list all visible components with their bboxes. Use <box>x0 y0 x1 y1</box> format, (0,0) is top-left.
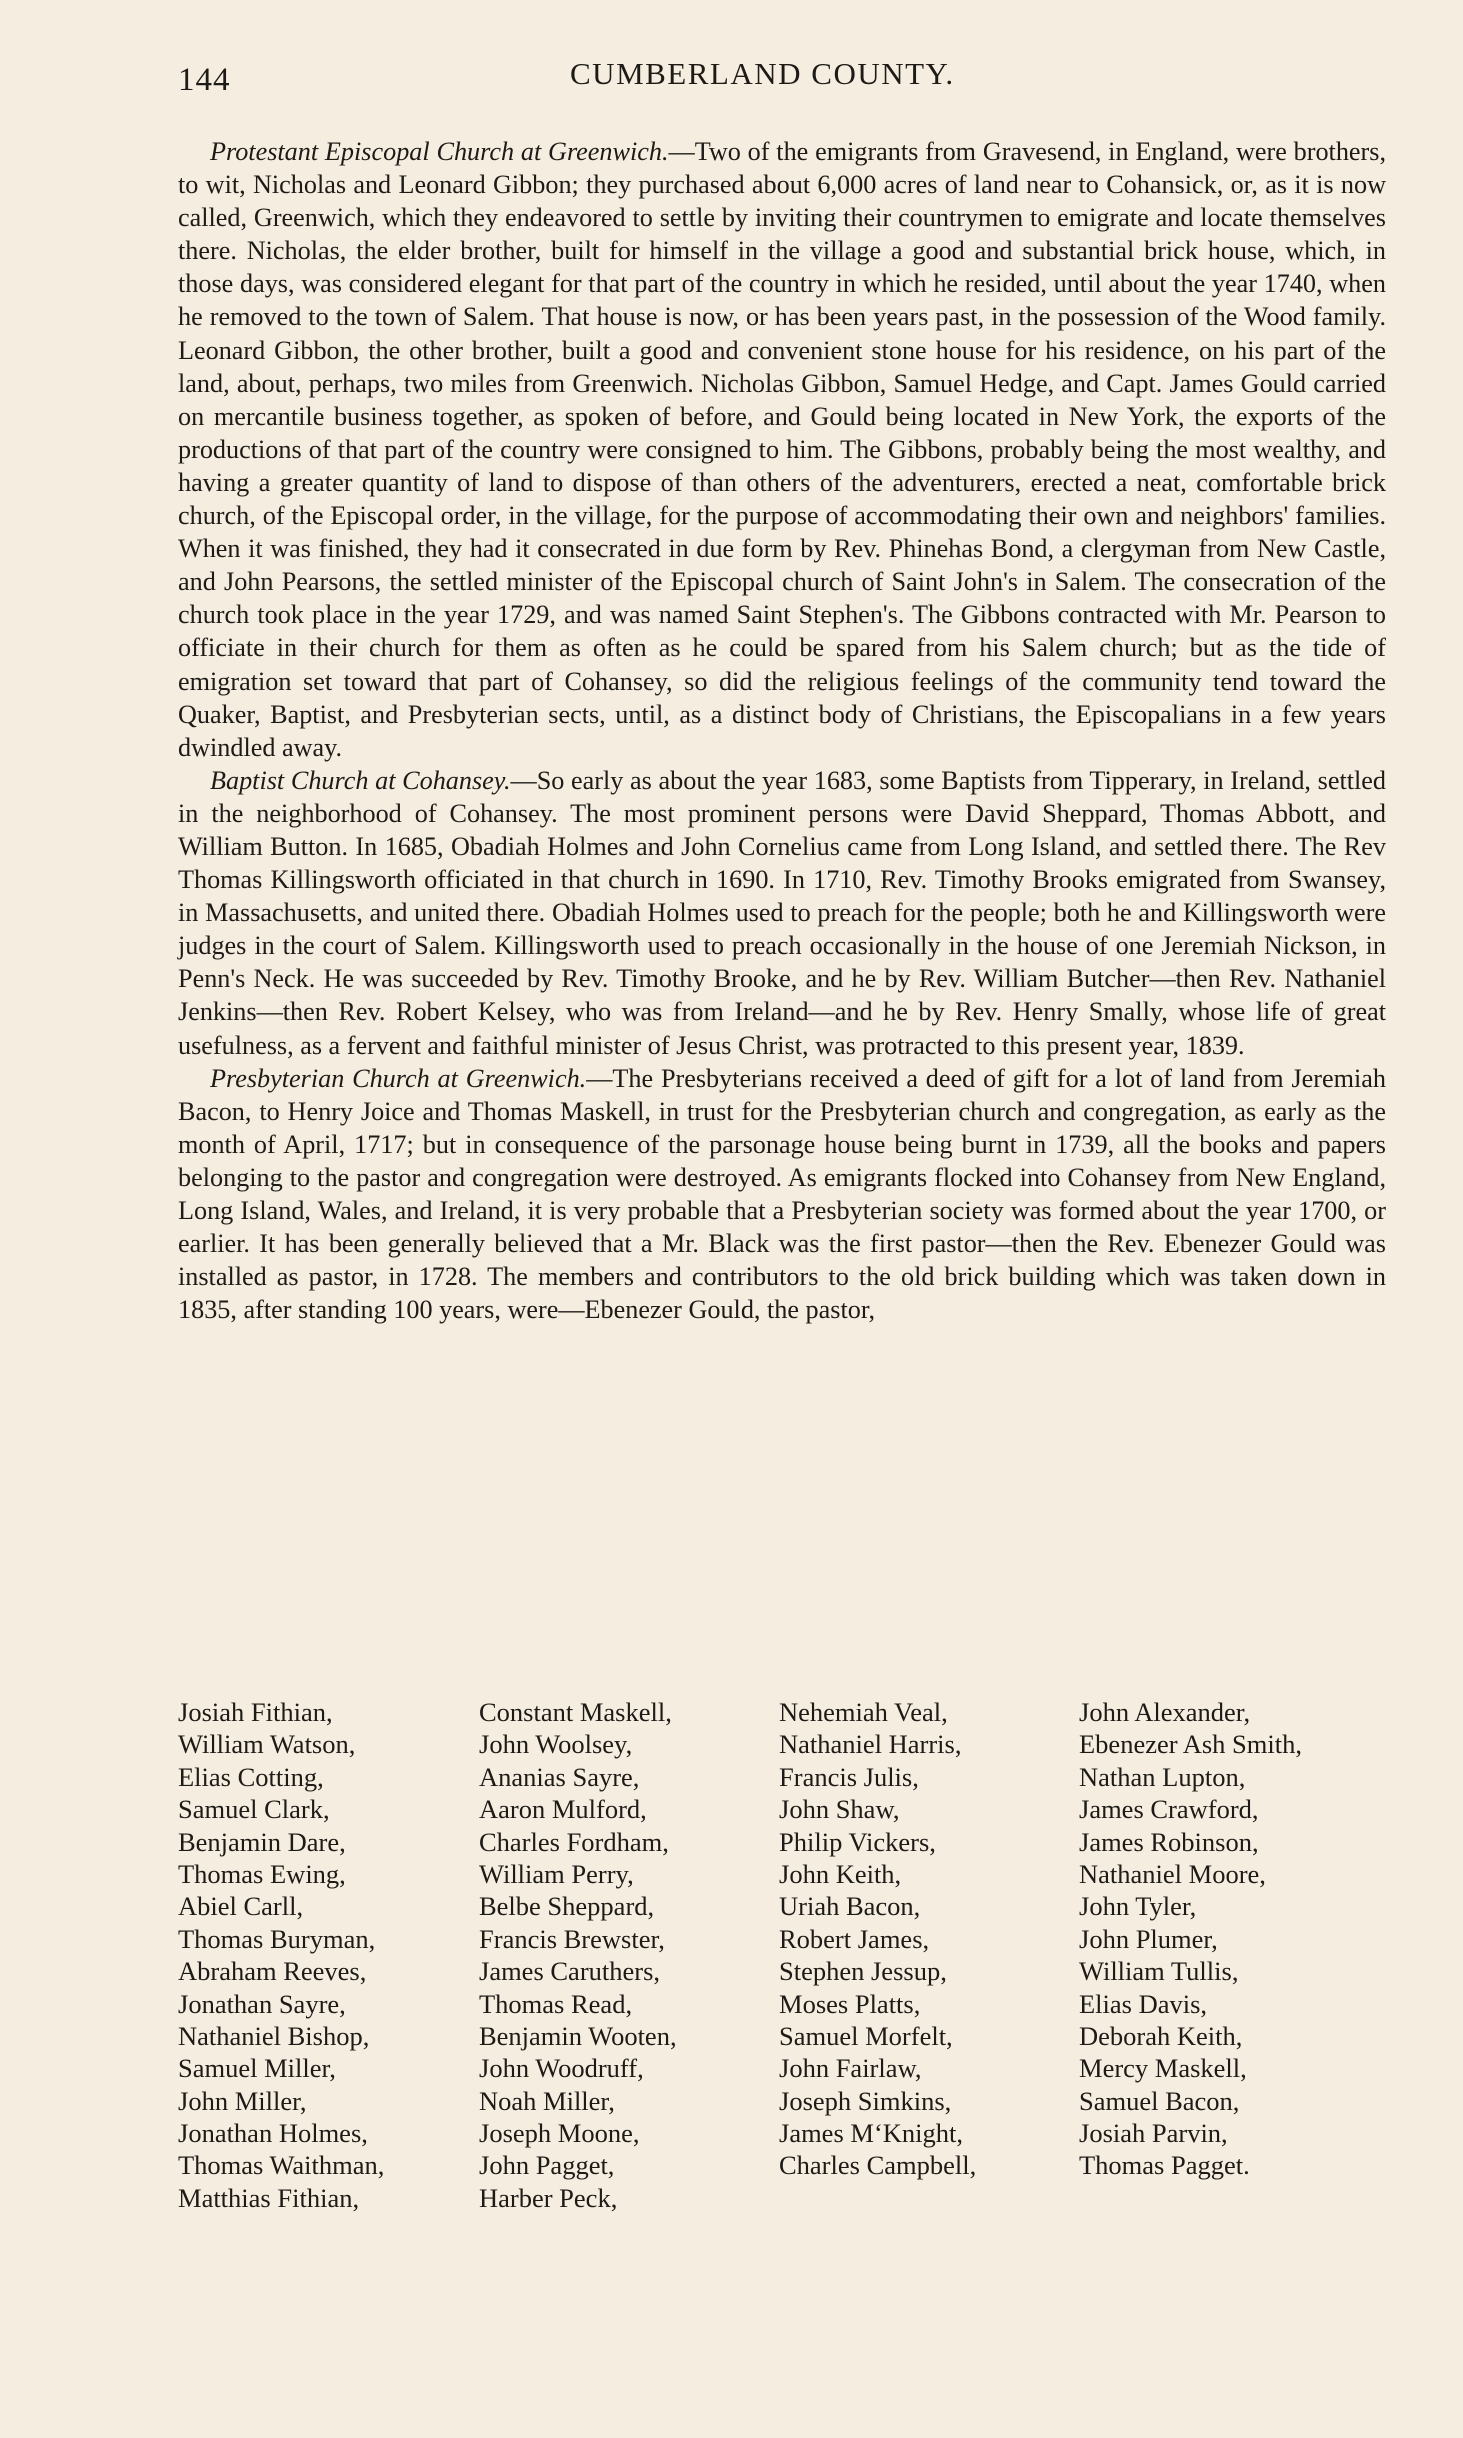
member-name: John Woolsey, <box>479 1729 633 1760</box>
member-name: James Robinson, <box>1079 1826 1259 1857</box>
member-name: Abraham Reeves, <box>178 1956 367 1987</box>
paragraph-text: —The Presbyterians received a deed of gift for a lot of land from Jeremiah Bacon, to Henry Joice and Thomas Maskell, in trust for the Presbyterian church and congregation, as early as the month of April, 1717; but in consequence of the parsonage house being burnt in 1739, all the books and papers belonging to the pastor and congregation were destroyed. As emigrants flocked into Cohansey from New England, Long Island, Wales, and Ireland, it is very probable that a Presbyterian society was formed about the year 1700, or earlier. It has been generally believed that a Mr. Black was the first pastor—then the Rev. Ebenezer Gould was installed as pastor, in 1728. The members and contributors to the old brick building which was taken down in 1835, after standing 100 years, were—Ebenezer Gould, the pastor, <box>178 1063 1386 1325</box>
member-name: Nathaniel Moore, <box>1079 1858 1266 1889</box>
member-name: Samuel Miller, <box>178 2053 336 2084</box>
member-name: James Crawford, <box>1079 1794 1259 1825</box>
names-column-2 <box>479 1696 677 2214</box>
member-name: Thomas Waithman, <box>178 2150 385 2181</box>
member-name: Nathaniel Harris, <box>779 1729 962 1760</box>
member-name: Thomas Buryman, <box>178 1923 376 1954</box>
member-name: Thomas Pagget. <box>1079 2150 1250 2181</box>
member-name: Thomas Read, <box>479 1988 633 2019</box>
member-name: Benjamin Wooten, <box>479 2020 677 2051</box>
member-name: Samuel Morfelt, <box>779 2020 953 2051</box>
section-heading: Protestant Episcopal Church at Greenwich. <box>210 137 669 166</box>
member-name: Robert James, <box>779 1923 930 1954</box>
member-name: John Keith, <box>779 1858 902 1889</box>
member-name: Uriah Bacon, <box>779 1891 921 1922</box>
member-name: John Tyler, <box>1079 1891 1197 1922</box>
member-name: Aaron Mulford, <box>479 1794 647 1825</box>
body-text <box>178 135 1386 1326</box>
member-name: Joseph Simkins, <box>779 2085 952 2116</box>
member-name: James M‘Knight, <box>779 2118 964 2149</box>
member-name: John Miller, <box>178 2085 307 2116</box>
member-name: William Watson, <box>178 1729 356 1760</box>
page-number: 144 <box>178 62 231 98</box>
member-name: Ananias Sayre, <box>479 1761 640 1792</box>
member-name: Philip Vickers, <box>779 1826 936 1857</box>
member-name: John Fairlaw, <box>779 2053 922 2084</box>
member-name: Nehemiah Veal, <box>779 1697 948 1727</box>
paragraph-baptist <box>178 764 1386 1062</box>
paragraph-presbyterian <box>178 1062 1386 1327</box>
paragraph-episcopal <box>178 135 1386 764</box>
member-name: Mercy Maskell, <box>1079 2053 1247 2084</box>
member-name: Matthias Fithian, <box>178 2182 360 2213</box>
member-name: Francis Brewster, <box>479 1923 665 1954</box>
names-column-1 <box>178 1696 384 2214</box>
member-name: Samuel Bacon, <box>1079 2085 1240 2116</box>
member-name: William Perry, <box>479 1858 634 1889</box>
member-name: Samuel Clark, <box>178 1794 330 1825</box>
member-name: John Alexander, <box>1079 1697 1251 1727</box>
member-name: Benjamin Dare, <box>178 1826 346 1857</box>
member-name: Ebenezer Ash Smith, <box>1079 1729 1302 1760</box>
paragraph-text: —Two of the emigrants from Gravesend, in England, were brothers, to wit, Nicholas and Leonard Gibbon; they purchased about 6,000 acres of land near to Cohansick, or, as it is now called, Greenwich, which they endeavored to settle by inviting their countrymen to emigrate and locate themselves there. Nicholas, the elder brother, built for himself in the village a good and substantial brick house, which, in those days, was considered elegant for that part of the country in which he resided, until about the year 1740, when he removed to the town of Salem. That house is now, or has been years past, in the possession of the Wood family. Leonard Gibbon, the other brother, built a good and convenient stone house for his residence, on his part of the land, about, perhaps, two miles from Greenwich. Nicholas Gibbon, Samuel Hedge, and Capt. James Gould carried on mercantile business together, as spoken of before, and Gould being located in New York, the exports of the productions of that part of the country were consigned to him. The Gibbons, probably being the most wealthy, and having a greater quantity of land to dispose of than others of the adventurers, erected a neat, comfortable brick church, of the Episcopal order, in the village, for the purpose of accommodating their own and neighbors' families. When it was finished, they had it consecrated in due form by Rev. Phinehas Bond, a clergyman from New Castle, and John Pearsons, the settled minister of the Episcopal church of Saint John's in Salem. The consecration of the church took place in the year 1729, and was named Saint Stephen's. The Gibbons contracted with Mr. Pearson to officiate in their church for them as often as he could be spared from his Salem church; but as the tide of emigration set toward that part of Cohansey, so did the religious feelings of the community tend toward the Quaker, Baptist, and Presbyterian sects, until, as a distinct body of Christians, the Episcopalians in a few years dwindled away. <box>178 137 1386 762</box>
member-name: John Shaw, <box>779 1794 900 1825</box>
names-column-4 <box>1079 1696 1302 2182</box>
paragraph-text: —So early as about the year 1683, some Baptists from Tipperary, in Ireland, settled in the neighborhood of Cohansey. The most prominent persons were David Sheppard, Thomas Abbott, and William Button. In 1685, Obadiah Holmes and John Cornelius came from Long Island, and settled there. The Rev Thomas Killingsworth officiated in that church in 1690. In 1710, Rev. Timothy Brooks emigrated from Swansey, in Massachusetts, and united there. Obadiah Holmes used to preach for the people; both he and Killingsworth were judges in the court of Salem. Killingsworth used to preach occasionally in the house of one Jeremiah Nickson, in Penn's Neck. He was succeeded by Rev. Timothy Brooke, and he by Rev. William Butcher—then Rev. Nathaniel Jenkins—then Rev. Robert Kelsey, who was from Ireland—and he by Rev. Henry Smally, whose life of great usefulness, as a fervent and faithful minister of Jesus Christ, was protracted to this present year, 1839. <box>178 765 1386 1060</box>
section-heading: Baptist Church at Cohansey. <box>210 765 511 795</box>
running-title: CUMBERLAND COUNTY. <box>570 56 955 91</box>
member-name: James Caruthers, <box>479 1956 661 1987</box>
member-name: Harber Peck, <box>479 2182 618 2213</box>
member-name: John Pagget, <box>479 2150 615 2181</box>
member-name: Belbe Sheppard, <box>479 1891 655 1922</box>
member-name: Deborah Keith, <box>1079 2020 1243 2051</box>
member-name: Thomas Ewing, <box>178 1858 346 1889</box>
member-name: John Woodruff, <box>479 2053 644 2084</box>
member-name: Jonathan Sayre, <box>178 1988 346 2019</box>
member-name: Josiah Fithian, <box>178 1697 333 1727</box>
member-name: Stephen Jessup, <box>779 1956 947 1987</box>
member-name: John Plumer, <box>1079 1923 1218 1954</box>
member-name: Moses Platts, <box>779 1988 921 2019</box>
member-name: Abiel Carll, <box>178 1891 304 1922</box>
page-header <box>178 52 1378 102</box>
member-name: Constant Maskell, <box>479 1697 672 1727</box>
section-heading: Presbyterian Church at Greenwich. <box>210 1063 587 1093</box>
member-name: Elias Cotting, <box>178 1761 324 1792</box>
member-name: Charles Campbell, <box>779 2150 977 2181</box>
member-name: Noah Miller, <box>479 2085 615 2116</box>
member-name: Nathaniel Bishop, <box>178 2020 370 2051</box>
member-name: Josiah Parvin, <box>1079 2118 1228 2149</box>
member-name: Elias Davis, <box>1079 1988 1208 2019</box>
member-name: Francis Julis, <box>779 1761 919 1792</box>
member-name: Jonathan Holmes, <box>178 2118 368 2149</box>
member-name: Nathan Lupton, <box>1079 1761 1246 1792</box>
member-name: William Tullis, <box>1079 1956 1239 1987</box>
member-name: Charles Fordham, <box>479 1826 669 1857</box>
names-column-3 <box>779 1696 976 2182</box>
member-name: Joseph Moone, <box>479 2118 640 2149</box>
